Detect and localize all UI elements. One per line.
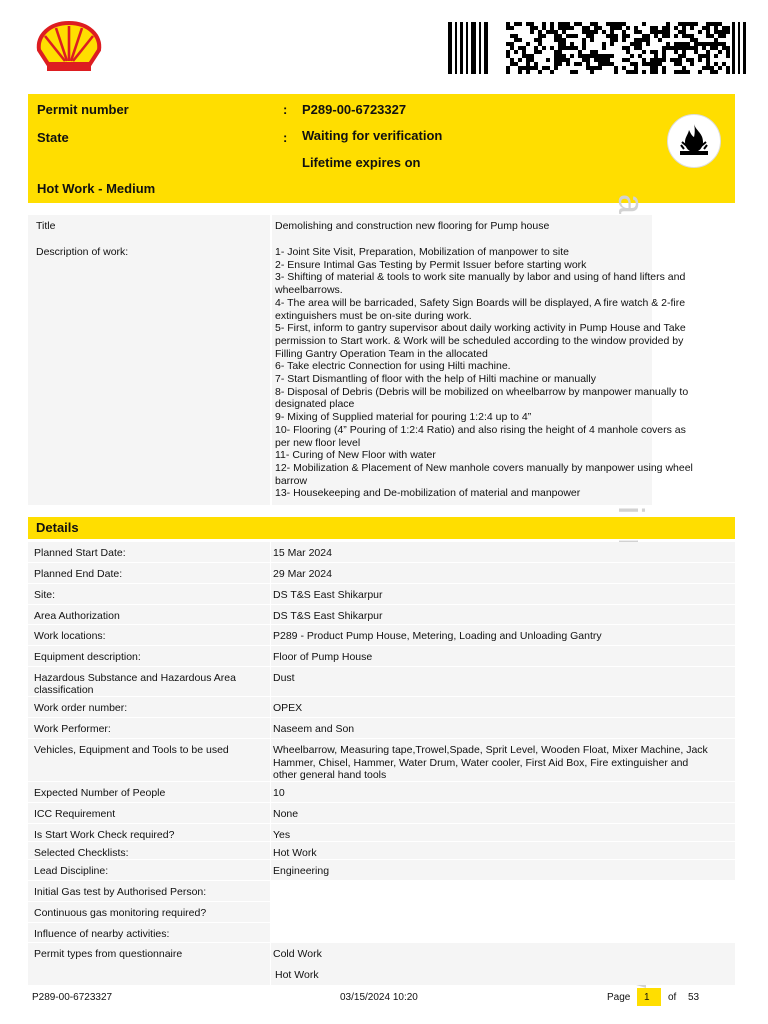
details-row-label: Initial Gas test by Authorised Person:	[34, 886, 207, 898]
description-line: 3- Shifting of material & tools to work site manually by labor and using of hand lifters and	[275, 271, 686, 284]
footer-datetime: 03/15/2024 10:20	[340, 992, 418, 1003]
details-row-value: 15 Mar 2024	[273, 547, 332, 559]
details-heading-bar	[28, 517, 735, 539]
details-row-value: 10	[273, 787, 285, 799]
description-line: Filling Gantry Operation Team in the allocated	[275, 347, 488, 360]
state-value: Waiting for verification	[302, 128, 443, 143]
details-row-value: Hot Work	[275, 969, 319, 981]
details-row-label: Equipment description:	[34, 651, 141, 663]
details-row-label: Vehicles, Equipment and Tools to be used	[34, 744, 229, 756]
description-line: 12- Mobilization & Placement of New manhole covers manually by manpower using wheel	[275, 461, 693, 474]
details-row-value: DS T&S East Shikarpur	[273, 589, 383, 601]
description-line: 11- Curing of New Floor with water	[275, 449, 436, 462]
details-row-value: Wheelbarrow, Measuring tape,Trowel,Spade, Sprit Level, Wooden Float, Mixer Machine, Jack	[273, 744, 708, 756]
lifetime-label: Lifetime expires on	[302, 155, 421, 170]
description-line: 5- First, inform to gantry supervisor about daily working activity in Pump House and Take	[275, 322, 686, 335]
details-row-label-cell	[28, 584, 270, 604]
details-row-label: Work locations:	[34, 630, 106, 642]
flame-hazard-icon	[667, 114, 721, 168]
details-heading: Details	[36, 520, 79, 535]
separator: :	[283, 130, 288, 145]
details-row-label: Expected Number of People	[34, 787, 166, 799]
permit-type: Hot Work - Medium	[37, 181, 156, 196]
description-label: Description of work:	[36, 246, 129, 258]
details-row-label: Is Start Work Check required?	[34, 829, 175, 841]
details-row-value: Floor of Pump House	[273, 651, 373, 663]
description-line: 4- The area will be barricaded, Safety Sign Boards will be displayed, A fire watch & 2-fire	[275, 296, 686, 309]
footer-permit-number: P289-00-6723327	[32, 992, 113, 1003]
description-line: per new floor level	[275, 436, 361, 449]
details-row-value: DS T&S East Shikarpur	[273, 610, 383, 622]
details-row-value: Hot Work	[273, 847, 317, 859]
overview-label-column	[28, 215, 270, 505]
description-line: 1- Joint Site Visit, Preparation, Mobilization of manpower to site	[275, 246, 569, 258]
details-row-label: Planned Start Date:	[34, 547, 126, 559]
separator: :	[283, 102, 288, 117]
details-row-value: 29 Mar 2024	[273, 568, 332, 580]
details-row-value: Cold Work	[273, 948, 322, 960]
details-row-label: Planned End Date:	[34, 568, 123, 580]
details-row-value: Hammer, Chisel, Hammer, Water Drum, Water cooler, First Aid Box, Fire extinguisher and	[273, 756, 689, 769]
description-line: 6- Take electric Connection for using Hilti machine.	[275, 360, 511, 373]
details-row-label: Influence of nearby activities:	[34, 928, 170, 940]
footer-page-number: 1	[644, 992, 650, 1003]
footer-of-label: of	[668, 992, 677, 1003]
details-row-label: Continuous gas monitoring required?	[34, 907, 207, 919]
footer-total-pages: 53	[688, 992, 700, 1003]
permit-number-value: P289-00-6723327	[302, 102, 407, 117]
details-row-value: Engineering	[273, 865, 330, 877]
details-row-label: Permit types from questionnaire	[34, 948, 183, 960]
description-line: 13- Housekeeping and De-mobilization of material and manpower	[275, 487, 581, 500]
details-row-label: Work order number:	[34, 702, 128, 714]
description-line: 7- Start Dismantling of floor with the help of Hilti machine or manually	[275, 373, 596, 386]
title-value: Demolishing and construction new flooring for Pump house	[275, 220, 550, 232]
details-row-label: Lead Discipline:	[34, 865, 109, 877]
details-row-label: Work Performer:	[34, 723, 111, 735]
description-line: 9- Mixing of Supplied material for pouring 1:2:4 up to 4”	[275, 411, 532, 424]
description-line: wheelbarrows.	[275, 284, 343, 297]
details-row-label: Area Authorization	[34, 610, 120, 622]
details-row-value: P289 - Product Pump House, Metering, Loading and Unloading Gantry	[273, 630, 602, 642]
description-line: designated place	[275, 398, 355, 411]
permit-number-label: Permit number	[37, 102, 129, 117]
state-label: State	[37, 130, 69, 145]
description-line: 2- Ensure Intimal Gas Testing by Permit Issuer before starting work	[275, 258, 587, 271]
title-label: Title	[36, 220, 56, 232]
details-row-label: Hazardous Substance and Hazardous Area	[34, 672, 236, 684]
details-row-label: Selected Checklists:	[34, 847, 129, 859]
footer-page-label: Page	[607, 992, 631, 1003]
description-line: 8- Disposal of Debris (Debris will be mobilized on wheelbarrow by manpower manually to	[275, 385, 689, 398]
details-row-value: other general hand tools	[273, 769, 387, 782]
details-row-value: Dust	[273, 672, 295, 684]
details-row-label: ICC Requirement	[34, 808, 116, 820]
barcode-icon	[448, 22, 748, 74]
description-line: barrow	[275, 474, 308, 487]
details-row-value: Yes	[273, 829, 291, 841]
details-row-label: classification	[34, 684, 94, 696]
description-of-work	[275, 246, 725, 500]
details-row-label: Site:	[34, 589, 56, 601]
details-row-value: Naseem and Son	[273, 723, 355, 735]
description-line: extinguishers must be on-site during work.	[275, 309, 472, 322]
description-line: 10- Flooring (4” Pouring of 1:2:4 Ratio) and also rising the height of 4 manhole covers as	[275, 423, 686, 436]
details-row-value: None	[273, 808, 299, 820]
shell-logo-icon	[34, 20, 104, 74]
details-row-value: OPEX	[273, 702, 303, 714]
description-line: permission to Start work. & Work will be scheduled according to the window provided by	[275, 334, 684, 347]
